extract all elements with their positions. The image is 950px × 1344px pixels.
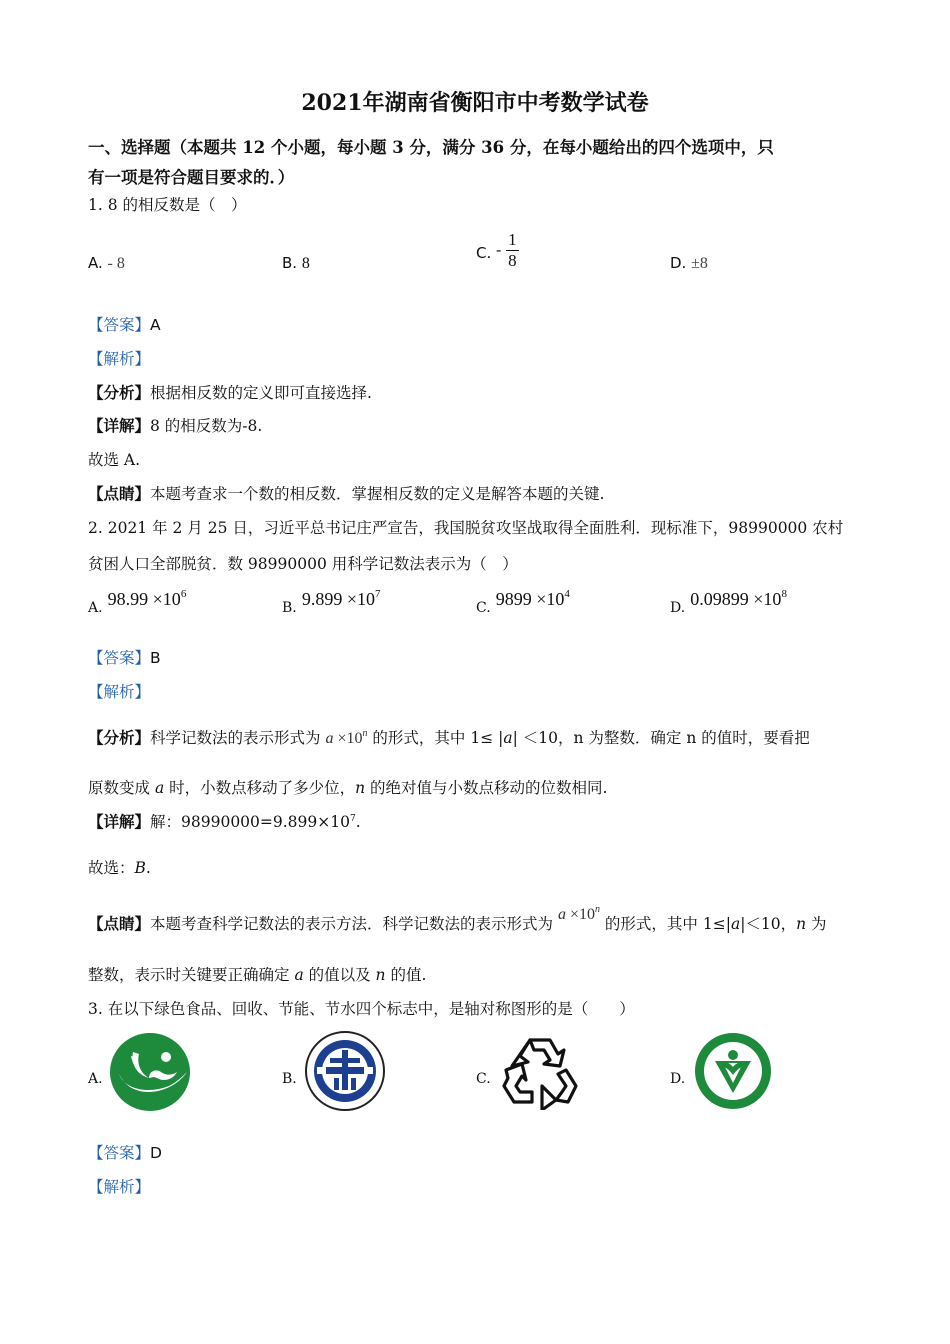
q1-option-a: A. - 8	[88, 254, 125, 272]
q2-answer: 【答案】B	[88, 649, 161, 667]
q2-analysis-tag: 【解析】	[88, 683, 151, 701]
q2-guxuan: 故选：B.	[88, 859, 151, 877]
q2-option-a: A. $98.99 \times 10^6$	[88, 588, 187, 616]
q3-stem: 3. 在以下绿色食品、回收、节能、节水四个标志中，是轴对称图形的是（ ）	[88, 1000, 635, 1018]
fraction-one-eighth: $\frac{1}{8}$	[508, 230, 517, 270]
section-header-line1: 一、选择题（本题共 12 个小题，每小题 3 分，满分 36 分，在每小题给出的四个选项中，只	[88, 138, 774, 157]
q1-xiangjie: 【详解】8 的相反数为-8.	[88, 416, 263, 435]
energy-saving-logo-icon	[500, 1034, 580, 1110]
q1-option-b: B. 8	[282, 254, 310, 272]
q1-option-d: D. ±8	[670, 254, 708, 272]
q1-dianjing: 【点睛】本题考查求一个数的相反数．掌握相反数的定义是解答本题的关键.	[88, 484, 605, 503]
q2-stem-line1: 2. 2021 年 2 月 25 日，习近平总书记庄严宣告，我国脱贫攻坚战取得全面胜利．现标准下，98990000 农村	[88, 519, 844, 537]
q2-option-c: C. $9899 \times 10^4$	[476, 588, 570, 616]
q3-option-b-label: B.	[282, 1071, 297, 1087]
q1-guxuan: 故选 A.	[88, 451, 141, 469]
q3-option-a-label: A.	[88, 1071, 103, 1087]
q2-fenxi-line2: 原数变成 a 时，小数点移动了多少位，n 的绝对值与小数点移动的位数相同.	[88, 779, 608, 797]
q1-stem: 1. 8 的相反数是（ ）	[88, 196, 247, 214]
q2-dianjing-line2: 整数，表示时关键要正确确定 a 的值以及 n 的值.	[88, 966, 427, 984]
q1-option-c: C. - $\frac{1}{8}$	[476, 230, 517, 270]
q2-dianjing-line1: 【点睛】本题考查科学记数法的表示方法．科学记数法的表示形式为 $a \times 10^n$ 的形式，其中 1≤|a|＜10，n 为	[88, 904, 827, 933]
q1-fenxi: 【分析】根据相反数的定义即可直接选择.	[88, 383, 372, 402]
section-header-line2: 有一项是符合题目要求的．）	[88, 168, 295, 187]
green-food-logo-icon	[109, 1032, 191, 1112]
q1-answer: 【答案】A	[88, 316, 161, 334]
recycling-logo-icon	[304, 1030, 386, 1112]
water-saving-logo-icon	[693, 1031, 773, 1111]
q3-option-d-label: D.	[670, 1071, 686, 1087]
q3-option-c-label: C.	[476, 1071, 491, 1087]
q1-analysis-tag: 【解析】	[88, 350, 151, 368]
q2-xiangjie: 【详解】解：$98990000=9.899\times 10^7$.	[88, 812, 361, 831]
q3-analysis-tag: 【解析】	[88, 1178, 151, 1196]
q2-fenxi-line1: 【分析】科学记数法的表示形式为 $a \times 10^n$ 的形式，其中 1≤ |a| ＜10，n 为整数．确定 n 的值时，要看把	[88, 728, 810, 747]
q2-option-d: D. $0.09899 \times 10^8$	[670, 588, 787, 616]
q3-answer: 【答案】D	[88, 1144, 162, 1162]
q2-stem-line2: 贫困人口全部脱贫．数 98990000 用科学记数法表示为（ ）	[88, 555, 518, 573]
page-title: 2021年湖南省衡阳市中考数学试卷	[301, 90, 649, 116]
q2-option-b: B. $9.899 \times 10^7$	[282, 588, 381, 616]
